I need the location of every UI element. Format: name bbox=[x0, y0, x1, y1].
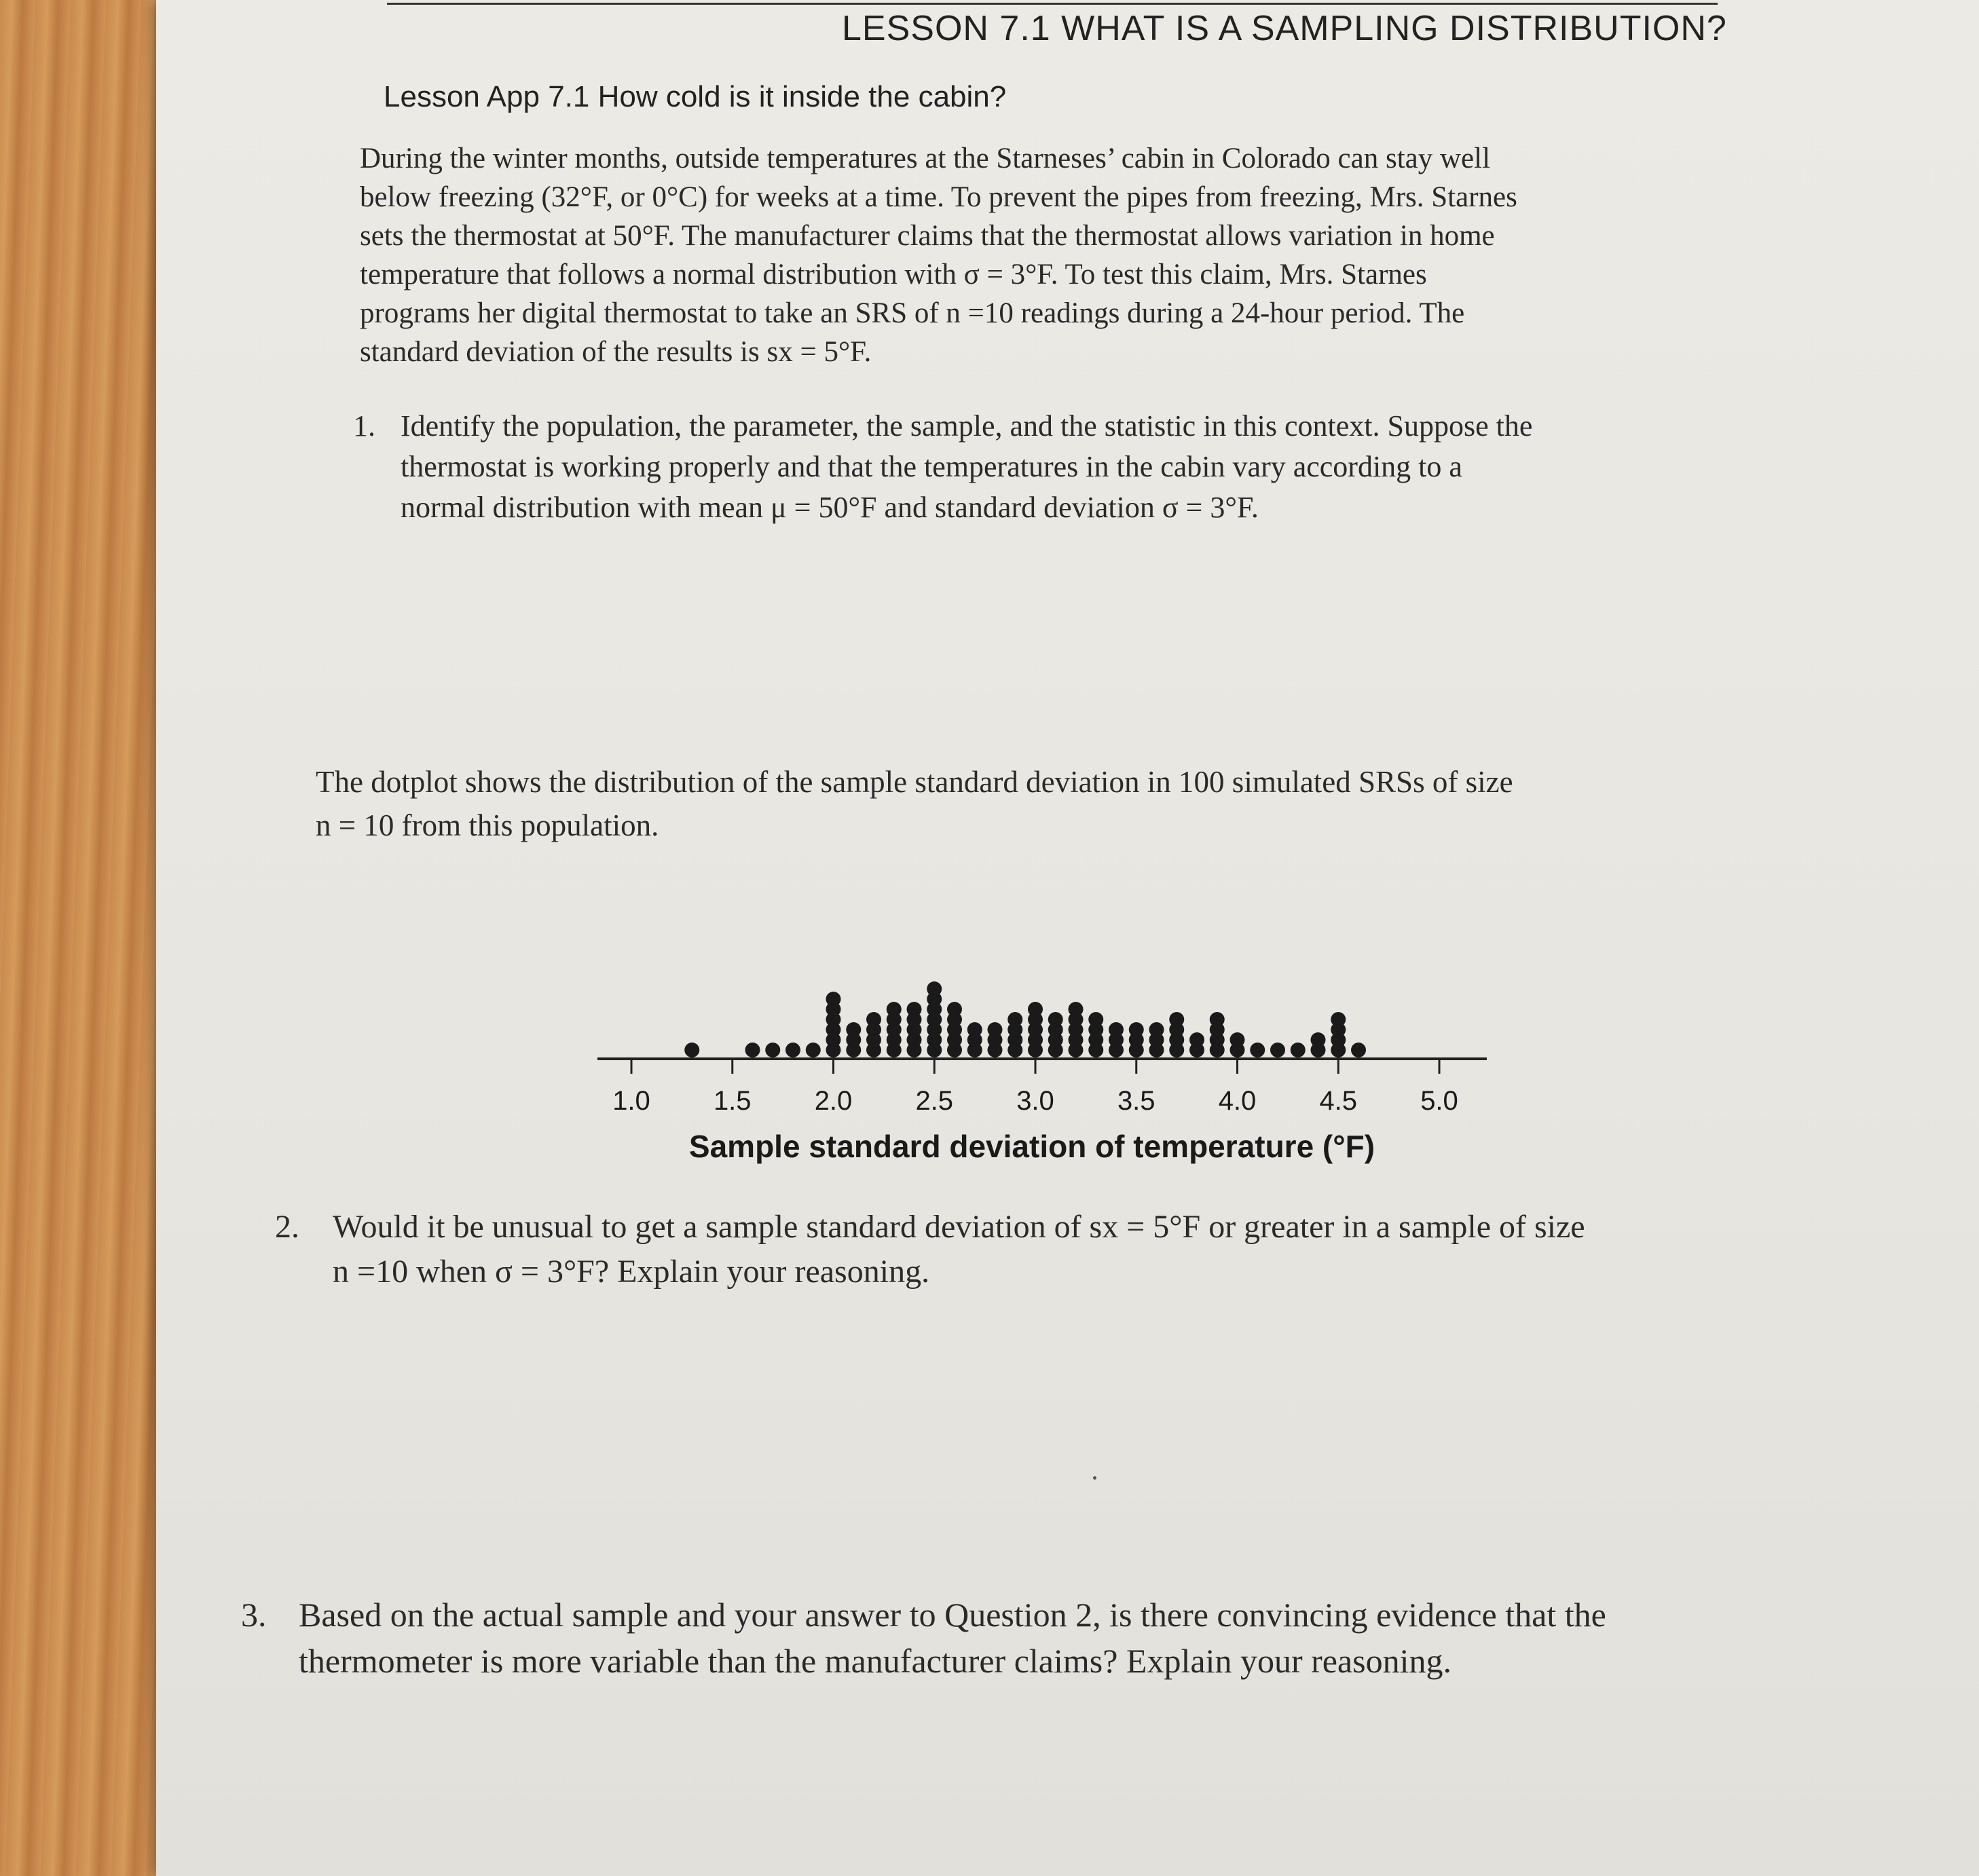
x-tick-label: 2.0 bbox=[814, 1086, 853, 1116]
lesson-app-title: Lesson App 7.1 How cold is it inside the cabin? bbox=[384, 80, 1007, 113]
dotplot-dot bbox=[1028, 1002, 1043, 1017]
dotplot-dot bbox=[826, 992, 841, 1007]
dotplot-dot bbox=[745, 1043, 760, 1057]
intro-paragraph bbox=[360, 139, 1731, 371]
header-rule bbox=[387, 3, 1718, 5]
dotplot-chart bbox=[584, 876, 1534, 1184]
dotplot-dot bbox=[1311, 1032, 1326, 1047]
dotplot-dot bbox=[806, 1043, 821, 1057]
dotplot-svg bbox=[584, 876, 1534, 1181]
intro-line: temperature that follows a normal distribution with σ = 3°F. To test this claim, Mrs. Starnes bbox=[360, 259, 1427, 290]
dotplot-dot bbox=[887, 1002, 902, 1017]
dot-layer bbox=[684, 981, 1366, 1057]
question-line: normal distribution with mean μ = 50°F and standard deviation σ = 3°F. bbox=[401, 491, 1259, 524]
dotplot-dot bbox=[1189, 1032, 1204, 1047]
x-axis-label: Sample standard deviation of temperature (°F) bbox=[688, 1129, 1375, 1164]
x-tick-label: 1.5 bbox=[713, 1086, 752, 1116]
question-line: Identify the population, the parameter, the sample, and the statistic in this context. Suppose the bbox=[401, 409, 1533, 443]
question-line: thermometer is more variable than the manufacturer claims? Explain your reasoning. bbox=[299, 1642, 1451, 1680]
question-number: 3. bbox=[241, 1596, 267, 1634]
dotplot-dot bbox=[907, 1002, 922, 1017]
intro-line: below freezing (32°F, or 0°C) for weeks at a time. To prevent the pipes from freezing, Mrs. Starnes bbox=[360, 181, 1517, 213]
dotplot-dot bbox=[947, 1002, 962, 1017]
dotplot-intro-line: n = 10 from this population. bbox=[316, 808, 659, 842]
paper-speck bbox=[1093, 1476, 1096, 1480]
dotplot-dot bbox=[1250, 1043, 1265, 1057]
dotplot-dot bbox=[1270, 1043, 1285, 1057]
dotplot-dot bbox=[866, 1012, 881, 1027]
dotplot-dot bbox=[846, 1022, 861, 1037]
x-tick-label: 1.0 bbox=[612, 1086, 650, 1116]
x-tick-label: 2.5 bbox=[915, 1086, 954, 1116]
dotplot-dot bbox=[1088, 1012, 1103, 1027]
dotplot-dot bbox=[1048, 1012, 1063, 1027]
dotplot-intro-line: The dotplot shows the distribution of the sample standard deviation in 100 simulated SRSs of size bbox=[316, 765, 1513, 799]
dotplot-dot bbox=[1007, 1012, 1022, 1027]
question-line: Based on the actual sample and your answer to Question 2, is there convincing evidence that the bbox=[299, 1596, 1606, 1634]
question-line: Would it be unusual to get a sample standard deviation of sx = 5°F or greater in a sample of size bbox=[333, 1209, 1585, 1245]
question-text bbox=[333, 1205, 1585, 1294]
dotplot-dot bbox=[1331, 1012, 1346, 1027]
tick-layer bbox=[612, 1059, 1458, 1116]
dotplot-dot bbox=[927, 981, 942, 996]
dotplot-dot bbox=[1210, 1012, 1225, 1027]
dotplot-dot bbox=[1129, 1022, 1144, 1037]
x-tick-label: 3.5 bbox=[1117, 1086, 1155, 1116]
dotplot-dot bbox=[1351, 1043, 1366, 1057]
dotplot-dot bbox=[1291, 1043, 1306, 1057]
question-number: 2. bbox=[275, 1209, 299, 1245]
x-tick-label: 5.0 bbox=[1420, 1086, 1458, 1116]
intro-line: programs her digital thermostat to take an SRS of n =10 readings during a 24-hour period. The bbox=[360, 297, 1465, 329]
intro-line: sets the thermostat at 50°F. The manufacturer claims that the thermostat allows variation in home bbox=[360, 220, 1495, 252]
dotplot-dot bbox=[988, 1022, 1003, 1037]
dotplot-dot bbox=[1109, 1022, 1124, 1037]
intro-line: During the winter months, outside temperatures at the Starneses’ cabin in Colorado can stay well bbox=[360, 143, 1491, 174]
dotplot-dot bbox=[1069, 1002, 1084, 1017]
x-tick-label: 4.0 bbox=[1218, 1086, 1257, 1116]
question-line: n =10 when σ = 3°F? Explain your reasoning. bbox=[333, 1254, 930, 1290]
x-tick-label: 4.5 bbox=[1319, 1086, 1358, 1116]
dotplot-dot bbox=[967, 1022, 982, 1037]
question-line: thermostat is working properly and that the temperatures in the cabin vary according to a bbox=[401, 450, 1462, 483]
dotplot-dot bbox=[1169, 1012, 1184, 1027]
intro-line: standard deviation of the results is sx = 5°F. bbox=[360, 336, 872, 368]
question-number: 1. bbox=[353, 409, 375, 443]
lesson-title: LESSON 7.1 WHAT IS A SAMPLING DISTRIBUTION? bbox=[842, 9, 1727, 48]
dotplot-dot bbox=[765, 1043, 780, 1057]
dotplot-dot bbox=[684, 1043, 699, 1057]
dotplot-dot bbox=[785, 1043, 800, 1057]
dotplot-dot bbox=[1230, 1032, 1245, 1047]
x-tick-label: 3.0 bbox=[1016, 1086, 1054, 1116]
question-text bbox=[401, 406, 1532, 528]
question-text bbox=[299, 1592, 1606, 1684]
dotplot-dot bbox=[1149, 1022, 1164, 1037]
dotplot-intro bbox=[316, 760, 1513, 847]
